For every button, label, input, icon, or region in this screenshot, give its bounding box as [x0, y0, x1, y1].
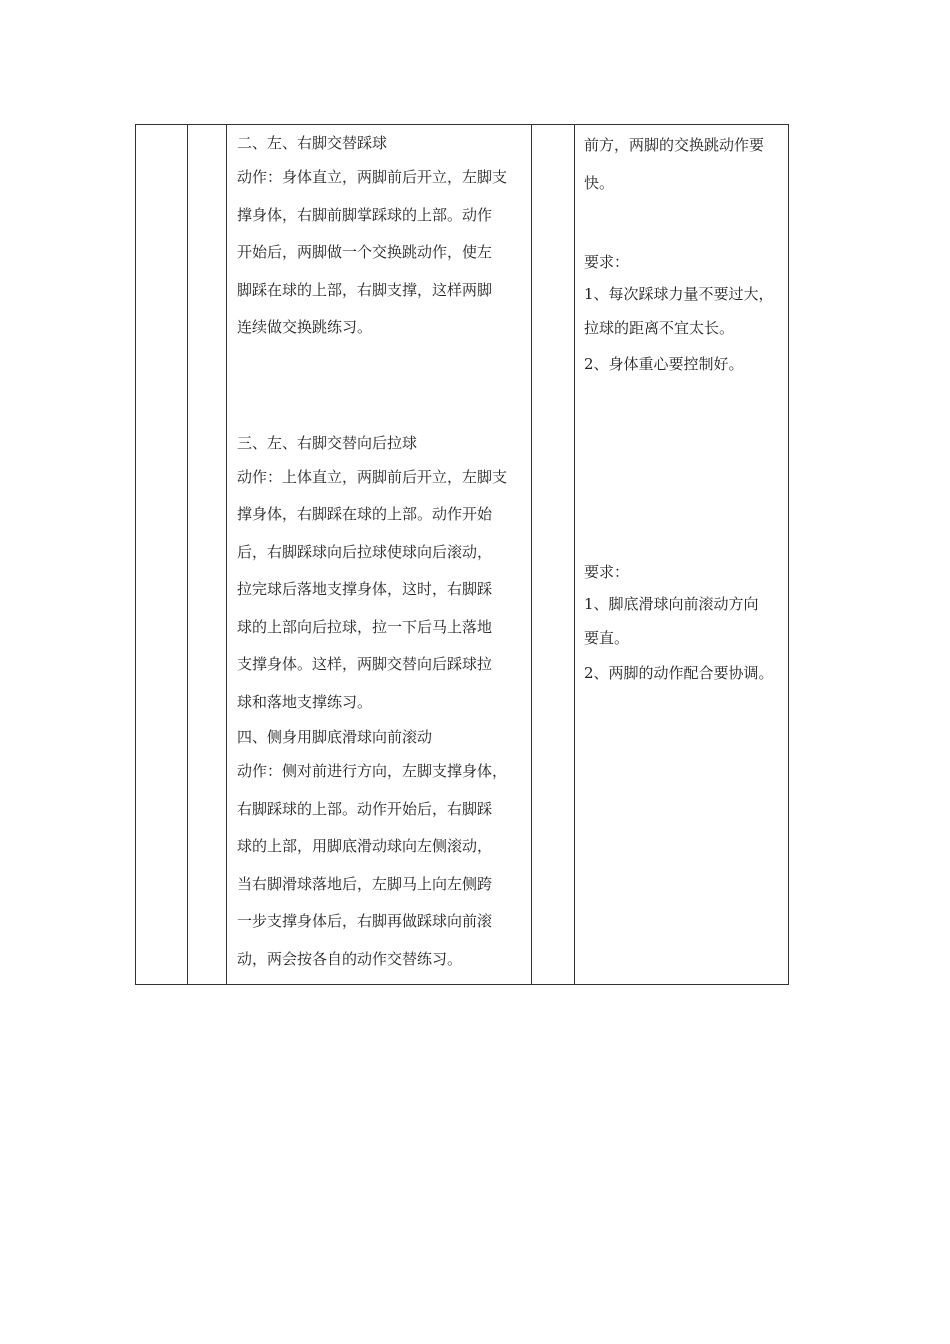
note-line: 1、脚底滑球向前滚动方向: [584, 594, 759, 613]
note-line: 前方，两脚的交换跳动作要: [584, 136, 765, 154]
note-line: 快。: [584, 173, 615, 192]
content-cell: [237, 125, 531, 978]
requirement-title: 要求：: [584, 562, 630, 581]
text-line: 脚踩在球的上部，右脚支撑，这样两脚: [237, 280, 493, 299]
text-line: 当右脚滑球落地后，左脚马上向左侧跨: [237, 874, 493, 893]
column-divider: [226, 125, 227, 984]
text-line: 球的上部向后拉球，拉一下后马上落地: [237, 617, 493, 636]
text-line: 动作：身体直立，两脚前后开立，左脚支: [237, 168, 508, 186]
column-divider: [531, 125, 532, 984]
text-line: 拉完球后落地支撑身体，这时，右脚踩: [237, 580, 493, 598]
lesson-table: [135, 124, 789, 985]
text-line: 球的上部，用脚底滑动球向左侧滚动，: [237, 837, 493, 855]
section-heading: 三、左、右脚交替向后拉球: [237, 433, 418, 452]
text-line: 撑身体，右脚踩在球的上部。动作开始: [237, 505, 493, 523]
text-line: 动作：侧对前进行方向，左脚支撑身体，: [237, 762, 508, 780]
text-line: 连续做交换跳练习。: [237, 318, 373, 336]
text-line: 动，两会按各自的动作交替练习。: [237, 949, 463, 968]
notes-cell: [584, 125, 790, 689]
note-line: 1、每次踩球力量不要过大，: [584, 285, 774, 303]
text-line: 撑身体，右脚前脚掌踩球的上部。动作: [237, 205, 493, 224]
text-line: 开始后，两脚做一个交换跳动作，使左: [237, 243, 493, 261]
text-line: 一步支撑身体后，右脚再做踩球向前滚: [237, 912, 493, 930]
column-divider: [574, 125, 575, 984]
section-heading: 四、侧身用脚底滑球向前滚动: [237, 728, 433, 746]
note-line: 拉球的距离不宜太长。: [584, 319, 735, 337]
note-line: 要直。: [584, 628, 630, 647]
text-line: 球和落地支撑练习。: [237, 692, 373, 711]
text-line: 支撑身体。这样，两脚交替向后踩球拉: [237, 655, 493, 673]
section-heading: 二、左、右脚交替踩球: [237, 134, 388, 152]
text-line: 右脚踩球的上部。动作开始后，右脚踩: [237, 799, 493, 818]
requirement-title: 要求：: [584, 253, 630, 271]
note-line: 2、身体重心要控制好。: [584, 354, 744, 373]
text-line: 后，右脚踩球向后拉球使球向后滚动，: [237, 542, 493, 561]
column-divider: [187, 125, 188, 984]
text-line: 动作：上体直立，两脚前后开立，左脚支: [237, 467, 508, 486]
note-line: 2、两脚的动作配合要协调。: [584, 664, 774, 682]
